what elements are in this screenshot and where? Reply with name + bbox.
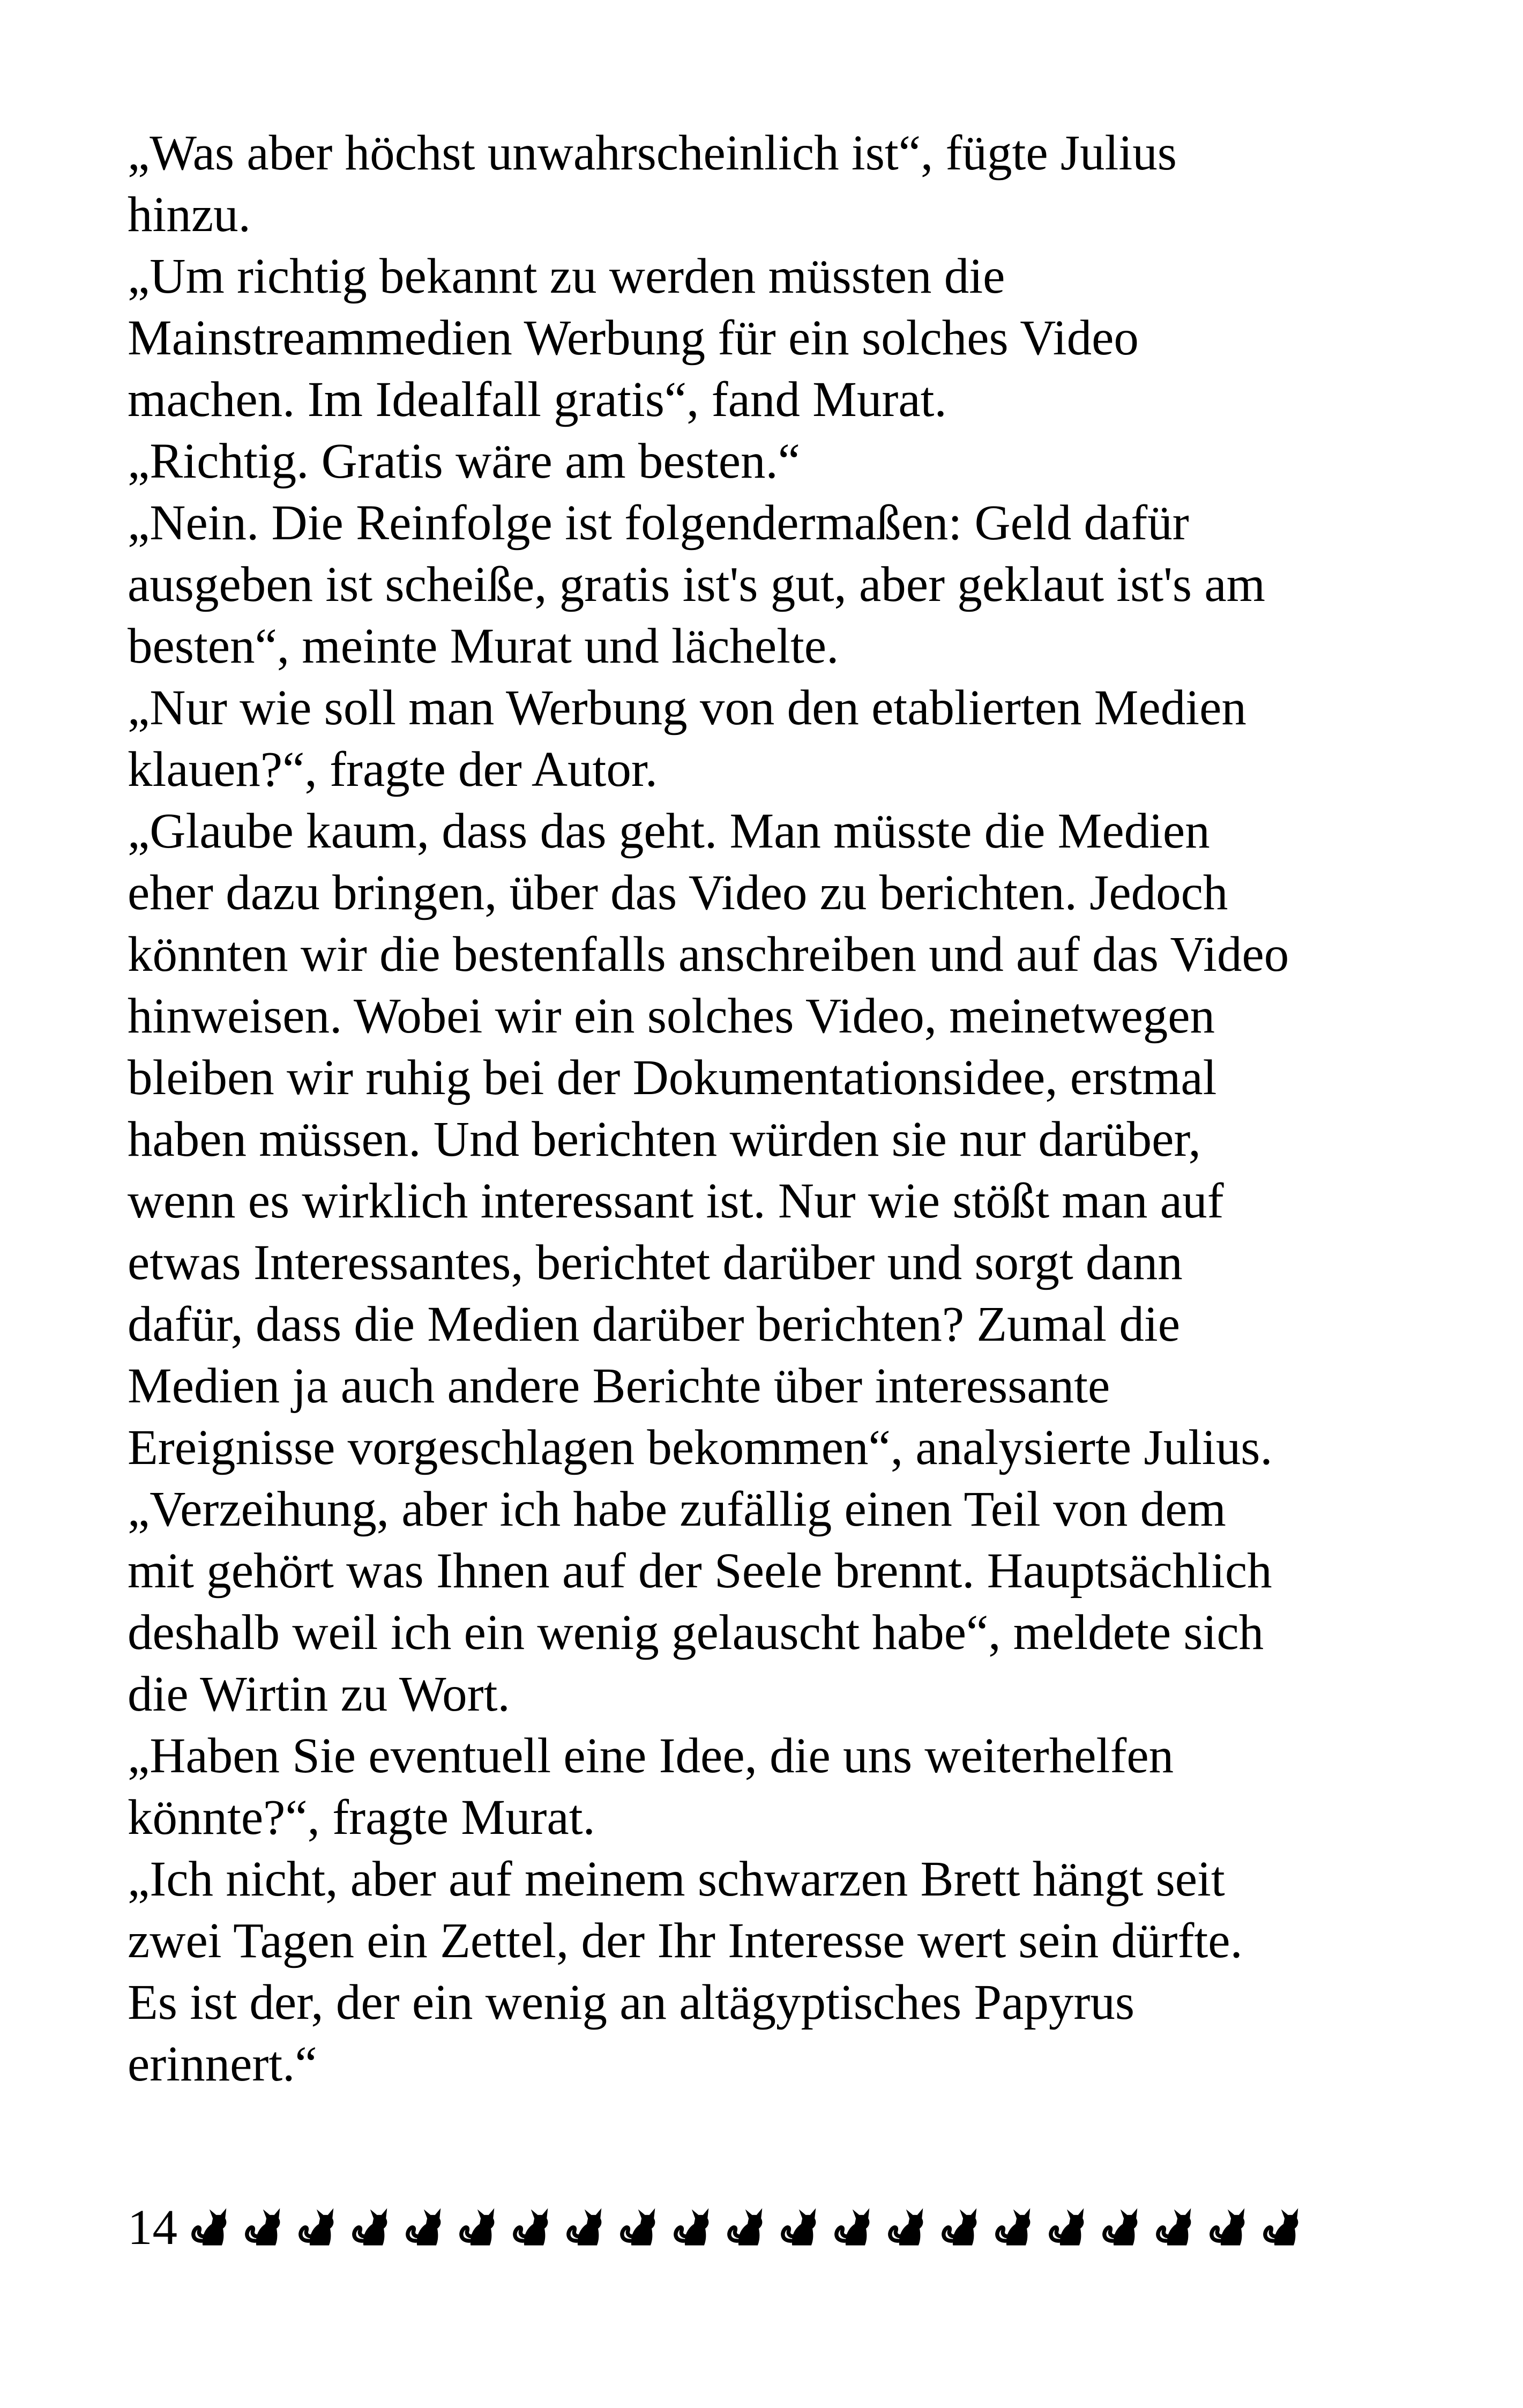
cat-icon: [1207, 2206, 1252, 2248]
text-line: eher dazu bringen, über das Video zu berichten. Jedoch: [128, 865, 1228, 920]
text-line: Mainstreammedien Werbung für ein solches Video: [128, 310, 1139, 366]
text-line: erinnert.“: [128, 2037, 317, 2092]
cat-icon: [1047, 2206, 1092, 2248]
text-line: haben müssen. Und berichten würden sie nur darüber,: [128, 1112, 1201, 1167]
text-line: „Ich nicht, aber auf meinem schwarzen Brett hängt seit: [128, 1852, 1225, 1907]
text-line: etwas Interessantes, berichtet darüber und sorgt dann: [128, 1235, 1183, 1290]
text-line: hinweisen. Wobei wir ein solches Video, meinetwegen: [128, 989, 1215, 1044]
text-line: „Haben Sie eventuell eine Idee, die uns weiterhelfen: [128, 1728, 1174, 1783]
cat-icon: [243, 2206, 288, 2248]
page-text: [128, 122, 1403, 2095]
cat-icon: [618, 2206, 663, 2248]
text-line: könnten wir die bestenfalls anschreiben und auf das Video: [128, 927, 1289, 982]
cat-icon: [1261, 2206, 1306, 2248]
page-number: 14: [128, 2199, 177, 2255]
cat-icon: [296, 2206, 341, 2248]
cat-icon: [511, 2206, 556, 2248]
text-line: „Glaube kaum, dass das geht. Man müsste die Medien: [128, 804, 1210, 859]
text-line: könnte?“, fragte Murat.: [128, 1790, 595, 1845]
text-line: klauen?“, fragte der Autor.: [128, 742, 658, 797]
cat-icon: [779, 2206, 824, 2248]
cat-icon: [457, 2206, 502, 2248]
text-line: ausgeben ist scheiße, gratis ist's gut, aber geklaut ist's am: [128, 557, 1265, 612]
text-line: Ereignisse vorgeschlagen bekommen“, analysierte Julius.: [128, 1420, 1273, 1475]
text-line: wenn es wirklich interessant ist. Nur wie stößt man auf: [128, 1173, 1224, 1229]
cat-icon: [404, 2206, 449, 2248]
cat-icon: [886, 2206, 931, 2248]
text-line: zwei Tagen ein Zettel, der Ihr Interesse wert sein dürfte.: [128, 1913, 1243, 1968]
cat-icon: [1154, 2206, 1199, 2248]
cat-icon: [1100, 2206, 1145, 2248]
cat-icon: [350, 2206, 395, 2248]
cat-icon: [939, 2206, 984, 2248]
cat-icon: [671, 2206, 716, 2248]
text-line: „Um richtig bekannt zu werden müssten die: [128, 249, 1005, 304]
text-line: „Richtig. Gratis wäre am besten.“: [128, 434, 801, 489]
text-line: bleiben wir ruhig bei der Dokumentationsidee, erstmal: [128, 1050, 1217, 1105]
text-line: besten“, meinte Murat und lächelte.: [128, 619, 839, 674]
text-line: „Nur wie soll man Werbung von den etablierten Medien: [128, 680, 1246, 735]
cat-icon: [993, 2206, 1038, 2248]
text-line: Es ist der, der ein wenig an altägyptisches Papyrus: [128, 1975, 1135, 2030]
cat-icon: [832, 2206, 877, 2248]
cat-icon: [189, 2206, 234, 2248]
text-line: Medien ja auch andere Berichte über interessante: [128, 1358, 1110, 1414]
text-line: „Was aber höchst unwahrscheinlich ist“, fügte Julius: [128, 125, 1177, 181]
text-line: deshalb weil ich ein wenig gelauscht habe“, meldete sich: [128, 1605, 1264, 1660]
cat-icon: [725, 2206, 770, 2248]
cat-ornament-row: [189, 2206, 1315, 2248]
text-line: machen. Im Idealfall gratis“, fand Murat.: [128, 372, 947, 427]
text-line: „Nein. Die Reinfolge ist folgendermaßen: Geld dafür: [128, 495, 1189, 551]
cat-icon: [564, 2206, 609, 2248]
text-line: hinzu.: [128, 187, 251, 242]
text-line: mit gehört was Ihnen auf der Seele brennt. Hauptsächlich: [128, 1543, 1272, 1599]
text-line: dafür, dass die Medien darüber berichten? Zumal die: [128, 1297, 1180, 1352]
page-footer: [128, 2195, 1315, 2260]
text-line: die Wirtin zu Wort.: [128, 1667, 510, 1722]
text-line: „Verzeihung, aber ich habe zufällig einen Teil von dem: [128, 1482, 1226, 1537]
